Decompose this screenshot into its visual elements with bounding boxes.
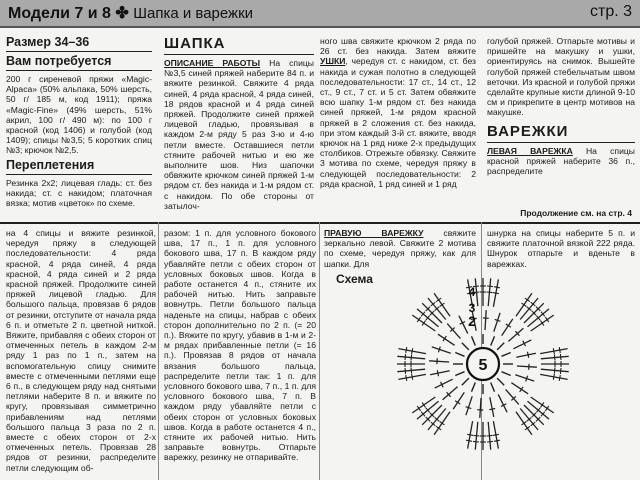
center-label: 5 (478, 357, 488, 374)
divider-rule (487, 142, 635, 143)
stitch-mark (440, 303, 445, 306)
clover-icon: ✤ (115, 5, 129, 22)
mitten-instructions-1: на 4 спицы и вяжите резинкой, чередуя пряжу в следующей последовательности: 4 ряда красной, 4 ряда синей, 4 ряда красной, 4 ряда синей и 2 ряда красной пряжей. Продолжите синей пряжей лицевой гладью. Для большого пальца, провязав 6 рядов от резинки, отступите от начала ряда 6 п. и отметьте 2 п. цветной ниткой. Вяжите, прибавляя с обеих сторон от отмеченных петель в каждом 2-м ряду 1 раз по 1 п., затем на вспомогательную спицу снимите вместе с отмеченными петлями еще 6 п., в следующем ряду над снятыми петлями наберите 8 п. и вяжите по кругу, провязывая симметрично прибавлениям над петлями большого пальца 3 раза по 2 п. вместе с обеих сторон от 2-х отмеченных петель. Провязав 28 рядов от резинки, распределите петли следующим об- (6, 228, 156, 473)
page-number: стр. 3 (589, 3, 632, 20)
stitch-mark (522, 422, 527, 425)
stitch-mark (437, 370, 438, 376)
stitch-mark (506, 389, 519, 404)
stitch-mark (511, 383, 528, 394)
stitch-mark (405, 368, 406, 374)
stitch-mark (497, 378, 504, 385)
stitch-mark (498, 394, 507, 412)
stitch-mark (455, 353, 464, 357)
stitch-mark (440, 422, 445, 425)
stitch-mark (491, 336, 495, 345)
stitch-mark (455, 372, 464, 376)
hat-heading: ШАПКА (164, 35, 226, 52)
stitch-mark (560, 368, 561, 374)
ears-label: УШКИ (320, 56, 346, 67)
stitch-mark (541, 321, 544, 326)
stitch-mark (473, 441, 479, 442)
stitch-mark (553, 374, 554, 380)
stitch-mark (405, 354, 406, 360)
ring-label: 2 (468, 313, 476, 329)
stitch-mark (412, 374, 413, 380)
size-heading: Размер 34–36 (6, 35, 90, 49)
stitch-mark (487, 286, 493, 287)
ring-label: 4 (468, 285, 476, 299)
yarn-heading: Вам потребуется (6, 54, 112, 68)
stitch-mark (493, 434, 499, 435)
stitch-mark (516, 353, 536, 357)
stitch-mark (553, 348, 554, 354)
stitch-mark (438, 334, 455, 345)
divider-rule (6, 174, 152, 175)
stitch-mark (406, 347, 407, 353)
stitch-mark (480, 398, 481, 418)
work-description-label: ОПИСАНИЕ РАБОТЫ (164, 58, 261, 68)
stitch-mark (528, 352, 529, 358)
stitch-mark (432, 347, 451, 353)
stitch-mark (502, 372, 511, 376)
motif-diagram (388, 268, 578, 478)
mitten-instructions-2: разом: 1 п. для условного бокового шва, 17 п., 1 п. для условного бокового шва, 17 п. В каждом ряду убавляйте петли с обеих сторон от условных боковых швов. Когда в работе останется 4 п., стяните их рабочей нитью. Нить заправьте вовнутрь. Петли большого пальца наденьте на спицы, набрав с обеих сторон дополнительно по 2 п. (= 20 п.). Вяжите по кругу, убавив в 1-м и 2-м рядах прибавленные петли (= 16 п.). Провязав 8 рядов от начала вязания большого пальца, распределите петли так: 1 п. для условного бокового шва, 7 п., 1 п. для условного бокового шва, 7 п. В каждом ряду убавляйте петли с обеих сторон от условных боковых швов. Когда в работе останется 4 п., стяните их рабочей нитью. Нить заправьте вовнутрь. Отпарьте варежку, резинку не отпаривайте. (164, 228, 316, 463)
stitch-mark (430, 371, 450, 375)
mitten-text-col1 (6, 228, 156, 473)
finishing-text: голубой пряжей. Отпарьте мотивы и пришейте на макушку и ушки, ориентируясь на снимок. Вышейте голубой пряжей стебельчатым швом веточки. Из красной и голубой пряжи сделайте крупные кисти длиной 9-10 см и прикрепите в центр мотивов на макушке. (487, 36, 635, 118)
schema-label: Схема (336, 272, 373, 286)
mittens-heading: ВАРЕЖКИ (487, 122, 569, 140)
stitch-mark (462, 378, 469, 385)
stitch-mark (515, 375, 534, 381)
stitch-mark (502, 319, 513, 336)
column-divider (158, 222, 159, 480)
stitch-mark (560, 354, 561, 360)
divider-rule (6, 70, 152, 71)
mittens-column (487, 36, 635, 176)
stitch-mark (411, 368, 412, 374)
stitch-mark (466, 440, 472, 441)
stitch-mark (491, 383, 495, 392)
stitch-mark (508, 328, 523, 341)
stitch-mark (494, 440, 500, 441)
cord-text: шнурка на спицы наберите 5 п. и свяжите платочной вязкой 222 ряда. Шнурок отпарьте и вденьте в варежках. (487, 228, 635, 269)
right-mitten-label: ПРАВУЮ ВАРЕЖКУ (324, 228, 424, 238)
stitch-mark (554, 355, 555, 361)
left-mitten-label: ЛЕВАЯ ВАРЕЖКА (487, 145, 573, 156)
stitch-mark (485, 310, 486, 330)
mitten-text-col2 (164, 228, 316, 463)
hat-text (164, 58, 314, 211)
right-mitten-instructions: свяжите зеркально левой. Свяжите 2 мотива по схеме, чередуя пряжу, как для шапки. Для (324, 228, 476, 269)
stitch-mark (412, 348, 413, 354)
model-title: Модели 7 и 8 (8, 5, 111, 22)
column-divider (319, 222, 320, 480)
stitch-mark (422, 321, 425, 326)
stitch-mark (490, 397, 494, 417)
cord-col (487, 228, 635, 269)
weave-heading: Переплетения (6, 157, 95, 172)
yarn-text: 200 г сиреневой пряжи «Magic-Alpaca» (50% альпака, 50% шерсть, 50 г/ 185 м, код 1911); пряжа «Magic-Fine» (49% шерсть, 51% акрил, 100 г/ 490 м): по 100 г красной (код 1406) и голубой (код 1409); спицы №3,5; 5 коротких спиц №3; крючок №2,5. (6, 74, 152, 156)
right-mitten-text (324, 228, 476, 269)
divider-rule (164, 54, 314, 55)
stitch-mark (489, 409, 495, 410)
stitch-mark (541, 403, 544, 408)
stitch-mark (559, 375, 560, 381)
stitch-mark (494, 313, 500, 332)
stitch-mark (422, 403, 425, 408)
ears-text (320, 36, 476, 189)
left-mitten-instructions: На спицы красной пряжей наберите 36 п., распределите (487, 145, 635, 177)
weave-text: Резинка 2х2; лицевая гладь: ст. без накида; ст. с накидом; платочная вязка; мотив «цветок» по схеме. (6, 177, 152, 209)
stitch-mark (443, 387, 458, 400)
stitch-mark (472, 383, 476, 392)
stitch-mark (513, 340, 531, 349)
stitch-mark (493, 293, 499, 294)
divider-rule (6, 51, 152, 52)
stitch-mark (554, 368, 555, 374)
hat-instructions: На спицы №3,5 синей пряжей наберите 84 п. и вяжите резинкой. Свяжите 4 ряда синей, 4 ряда красной, 4 ряда синей, 18 рядов красной и 4 ряда синей пряжей. Продолжите синей пряжей лицевой гладью, провязывая в каждом 2-м ряду 5 раз 3-ю и 4-ю петли вместе. Оставшиеся петли стяните рабочей нитью и ею же выполните шов. Низ шапочки обвяжите крючком синей пряжей 1-м рядом ст. без накида и 1-м рядом ст. с накидом. По обе стороны от затылоч- (164, 58, 314, 211)
materials-column (6, 36, 152, 208)
stitch-mark (429, 361, 449, 362)
stitch-mark (435, 379, 453, 388)
stitch-mark (487, 292, 493, 293)
stitch-mark (497, 343, 504, 350)
stitch-mark (459, 316, 468, 334)
stitch-mark (487, 435, 493, 436)
stitch-mark (406, 375, 407, 381)
subtitle: Шапка и варежки (133, 5, 254, 22)
stitch-mark (559, 347, 560, 353)
hat-column (164, 36, 314, 211)
left-mitten-text (487, 146, 635, 177)
ears-column (320, 36, 476, 189)
stitch-mark (447, 324, 460, 339)
continued-note: Продолжение см. на стр. 4 (520, 208, 632, 218)
stitch-mark (467, 434, 473, 435)
stitch-mark (466, 396, 472, 415)
ring-label: 3 (468, 301, 476, 315)
page-title (8, 3, 253, 23)
stitch-mark (472, 336, 476, 345)
stitch-mark (462, 343, 469, 350)
right-mitten-col (324, 228, 476, 269)
ears-text-2: , чередуя ст. с накидом, ст. без накида и сужая полотно в следующей последовательности: 17 ст., 14 ст., 12 ст., 9 ст., 7 ст. и 5 ст. Затем обвяжите всю шапку 1-м рядом ст. без накида синей пряжей, 1-м рядом красной пряжей в 2 сложения ст. без накида, при этом каждый 3-й ст. вяжите, вводя крючок на 1 ряд ниже 2-х предыдущих столбиков. Отрежьте обвязку. Свяжите 3 мотива по схеме, чередуя пряжу в следующей последовательности: 2 ряда красной, 1 ряд синей и 1 ряд (320, 56, 476, 189)
stitch-mark (502, 353, 511, 357)
stitch-mark (411, 355, 412, 361)
stitch-mark (487, 441, 493, 442)
stitch-mark (517, 366, 537, 367)
stitch-mark (474, 435, 480, 436)
page-header (0, 0, 640, 28)
stitch-mark (453, 392, 464, 409)
stitch-mark (522, 303, 527, 306)
ears-text-1: ного шва свяжите крючком 2 ряда по 26 ст. без накида. Затем вяжите (320, 36, 476, 57)
stitch-mark (494, 287, 500, 288)
section-divider (0, 222, 640, 224)
